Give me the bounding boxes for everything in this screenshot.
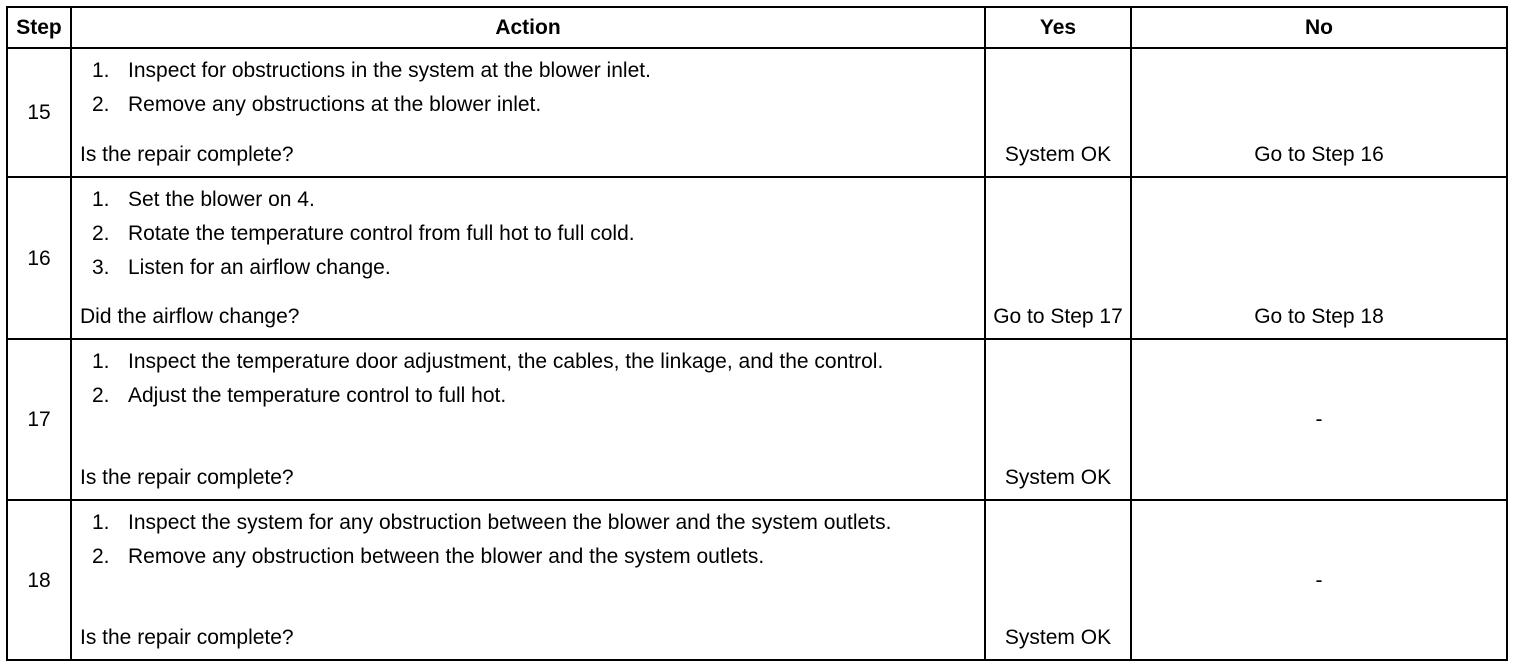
diagnostic-table <box>6 6 1508 661</box>
action-item <box>92 89 976 120</box>
action-question: Is the repair complete? <box>80 626 294 649</box>
action-cell <box>71 339 985 500</box>
action-item-number: 2. <box>92 545 110 568</box>
action-list <box>80 184 976 286</box>
no-result: Go to Step 18 <box>1131 177 1507 339</box>
action-item <box>92 218 976 249</box>
action-item <box>92 346 976 377</box>
action-item-number: 1. <box>92 59 110 82</box>
action-question: Is the repair complete? <box>80 143 294 166</box>
header-yes: Yes <box>985 7 1131 48</box>
action-cell <box>71 500 985 660</box>
action-item-number: 2. <box>92 222 110 245</box>
action-item <box>92 184 976 215</box>
action-cell <box>71 48 985 177</box>
action-item <box>92 55 976 86</box>
action-item-text: Listen for an airflow change. <box>128 256 391 279</box>
action-item-text: Inspect the system for any obstruction between the blower and the system outlets. <box>128 511 892 534</box>
action-item <box>92 507 976 538</box>
action-item-text: Remove any obstruction between the blower and the system outlets. <box>128 545 765 568</box>
table-row <box>7 339 1507 500</box>
action-item-number: 1. <box>92 350 110 373</box>
action-item <box>92 541 976 572</box>
action-item-text: Inspect for obstructions in the system at the blower inlet. <box>128 59 651 82</box>
action-item-text: Rotate the temperature control from full hot to full cold. <box>128 222 635 245</box>
action-cell <box>71 177 985 339</box>
action-item-number: 1. <box>92 188 110 211</box>
action-item-number: 2. <box>92 384 110 407</box>
action-item-text: Remove any obstructions at the blower inlet. <box>128 93 542 116</box>
action-item-text: Adjust the temperature control to full hot. <box>128 384 507 407</box>
action-item-text: Set the blower on 4. <box>128 188 315 211</box>
table-header-row <box>7 7 1507 48</box>
action-list <box>80 55 976 123</box>
action-question: Is the repair complete? <box>80 466 294 489</box>
action-item-number: 2. <box>92 93 110 116</box>
action-item <box>92 252 976 283</box>
no-result: - <box>1131 339 1507 500</box>
table-row <box>7 177 1507 339</box>
header-step: Step <box>7 7 71 48</box>
yes-result: System OK <box>985 48 1131 177</box>
action-item-text: Inspect the temperature door adjustment, the cables, the linkage, and the control. <box>128 350 884 373</box>
step-number: 16 <box>7 177 71 339</box>
action-question: Did the airflow change? <box>80 305 300 328</box>
yes-result: System OK <box>985 500 1131 660</box>
no-result: Go to Step 16 <box>1131 48 1507 177</box>
table-row <box>7 500 1507 660</box>
no-result: - <box>1131 500 1507 660</box>
action-item-number: 1. <box>92 511 110 534</box>
table-row <box>7 48 1507 177</box>
step-number: 18 <box>7 500 71 660</box>
action-item-number: 3. <box>92 256 110 279</box>
step-number: 17 <box>7 339 71 500</box>
step-number: 15 <box>7 48 71 177</box>
action-item <box>92 380 976 411</box>
header-action: Action <box>71 7 985 48</box>
yes-result: System OK <box>985 339 1131 500</box>
yes-result: Go to Step 17 <box>985 177 1131 339</box>
header-no: No <box>1131 7 1507 48</box>
action-list <box>80 346 976 414</box>
action-list <box>80 507 976 575</box>
